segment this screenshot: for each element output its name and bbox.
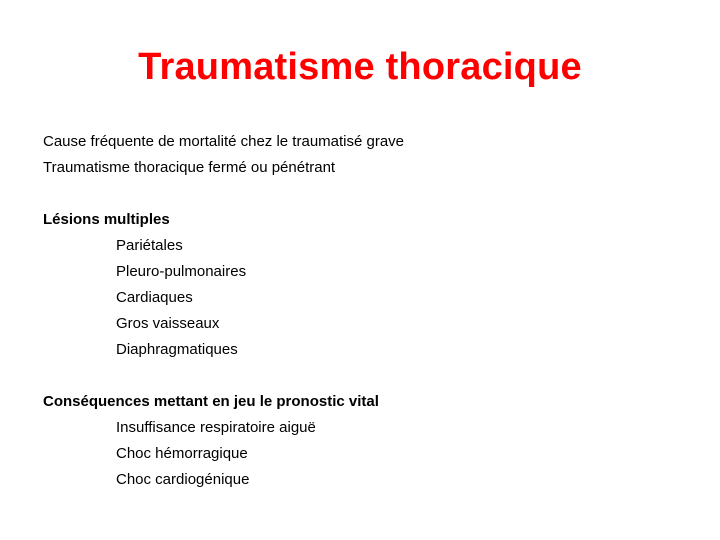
lesion-item: Cardiaques <box>116 289 193 306</box>
consequence-item: Insuffisance respiratoire aiguë <box>116 419 316 436</box>
slide-title: Traumatisme thoracique <box>138 46 582 88</box>
lesion-item: Pleuro-pulmonaires <box>116 263 247 280</box>
spacer <box>43 181 683 207</box>
slide-body <box>43 129 683 493</box>
intro-line-cause: Cause fréquente de mortalité chez le traumatisé grave <box>43 133 405 150</box>
spacer <box>43 363 683 389</box>
consequence-item: Choc cardiogénique <box>116 471 250 488</box>
lesion-item: Diaphragmatiques <box>116 341 238 358</box>
lesion-item: Pariétales <box>116 237 183 254</box>
intro-line-type: Traumatisme thoracique fermé ou pénétrant <box>43 159 336 176</box>
consequence-item: Choc hémorragique <box>116 445 248 462</box>
lesion-item: Gros vaisseaux <box>116 315 220 332</box>
consequences-heading: Conséquences mettant en jeu le pronostic vital <box>43 393 379 410</box>
lesions-heading: Lésions multiples <box>43 211 170 228</box>
